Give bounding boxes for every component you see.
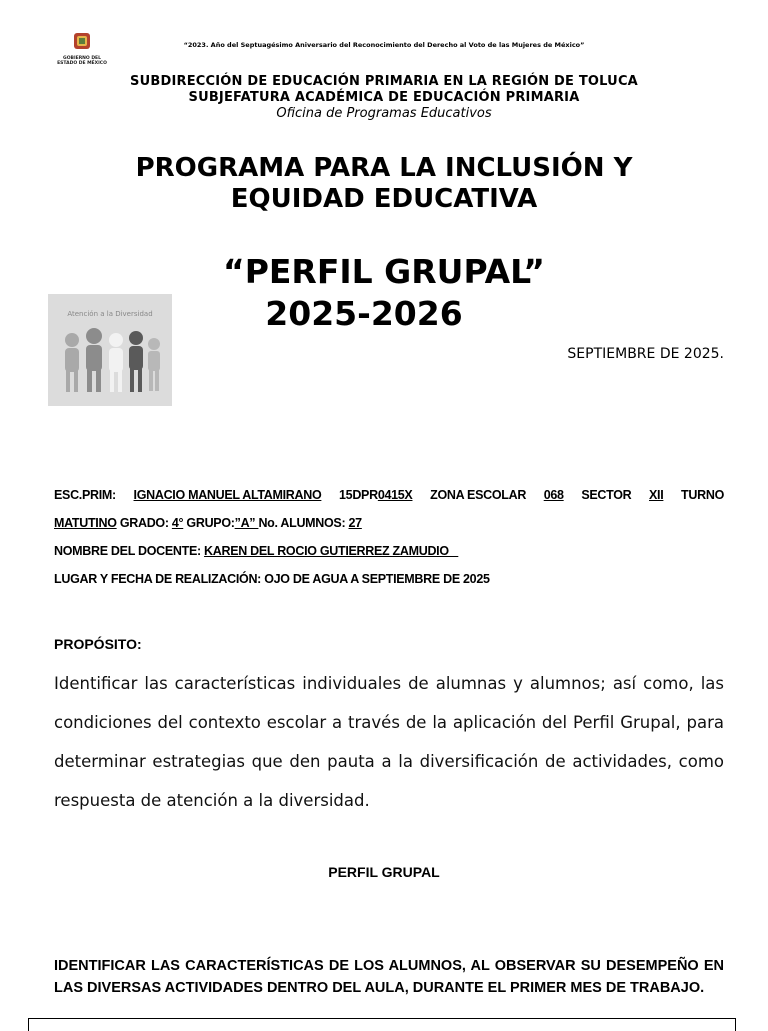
- grupo-value: ”A”: [234, 516, 259, 530]
- sector-value: XII: [649, 488, 664, 502]
- docente-name: KAREN DEL ROCIO GUTIERREZ ZAMUDIO: [204, 544, 459, 558]
- document-date: SEPTIEMBRE DE 2025.: [567, 346, 724, 362]
- cct-suffix: 0415X: [377, 488, 413, 502]
- school-info-line-2: [54, 516, 724, 530]
- school-info-line-1: [54, 488, 724, 502]
- zona-label: ZONA ESCOLAR: [430, 488, 527, 502]
- cct-code: [339, 488, 412, 502]
- logo-caption-line-1: GOBIERNO DEL: [63, 56, 101, 61]
- year-motto: “2023. Año del Septuagésimo Aniversario del Reconocimiento del Derecho al Voto de las Mujeres de México”: [183, 41, 585, 49]
- perfil-title-text: “PERFIL GRUPAL”: [223, 252, 545, 291]
- place-date-line: LUGAR Y FECHA DE REALIZACIÓN: OJO DE AGUA A SEPTIEMBRE DE 2025: [54, 572, 490, 586]
- proposito-heading: PROPÓSITO:: [54, 636, 142, 652]
- diversity-illustration: [48, 294, 172, 406]
- profile-table-edge: [28, 1018, 736, 1031]
- cct-prefix: 15DPR: [339, 488, 378, 502]
- sector-label: SECTOR: [581, 488, 632, 502]
- subjefatura-heading: SUBJEFATURA ACADÉMICA DE EDUCACIÓN PRIMARIA: [188, 90, 580, 105]
- identify-instruction: IDENTIFICAR LAS CARACTERÍSTICAS DE LOS ALUMNOS, AL OBSERVAR SU DESEMPEÑO EN LAS DIVERSAS ACTIVIDADES DENTRO DEL AULA, DURANTE EL PRIMER MES DE TRABAJO.: [54, 958, 724, 996]
- docente-label: NOMBRE DEL DOCENTE:: [54, 544, 205, 558]
- perfil-grupal-heading: PERFIL GRUPAL: [328, 864, 440, 880]
- oficina-heading: Oficina de Programas Educativos: [276, 106, 492, 121]
- program-title-line-2: EQUIDAD EDUCATIVA: [230, 184, 538, 214]
- state-logo: [60, 32, 104, 72]
- alumnos-label: No. ALUMNOS:: [258, 516, 349, 530]
- turno-value: MATUTINO: [54, 516, 117, 530]
- school-year: 2025-2026: [265, 294, 463, 333]
- grupo-label: GRUPO:: [183, 516, 235, 530]
- grado-value: 4°: [171, 516, 184, 530]
- turno-label: TURNO: [681, 488, 724, 502]
- school-name: IGNACIO MANUEL ALTAMIRANO: [133, 488, 322, 502]
- grado-label: GRADO:: [116, 516, 172, 530]
- subdireccion-heading: SUBDIRECCIÓN DE EDUCACIÓN PRIMARIA EN LA REGIÓN DE TOLUCA: [130, 74, 638, 89]
- logo-caption: [50, 56, 114, 66]
- zona-value: 068: [543, 488, 564, 502]
- logo-caption-line-2: ESTADO DE MÉXICO: [57, 61, 107, 66]
- teacher-line: [54, 544, 724, 558]
- esc-label: ESC.PRIM:: [54, 488, 116, 502]
- program-title-line-1: PROGRAMA PARA LA INCLUSIÓN Y: [135, 153, 633, 183]
- illustration-caption: Atención a la Diversidad: [67, 310, 153, 318]
- program-title: [0, 153, 768, 215]
- alumnos-value: 27: [348, 516, 362, 530]
- proposito-text: Identificar las características individuales de alumnas y alumnos; así como, las condiciones del contexto escolar a través de la aplicación del Perfil Grupal, para determinar estrategias que den pauta a la diversificación de actividades, como respuesta de atención a la diversidad.: [54, 674, 724, 810]
